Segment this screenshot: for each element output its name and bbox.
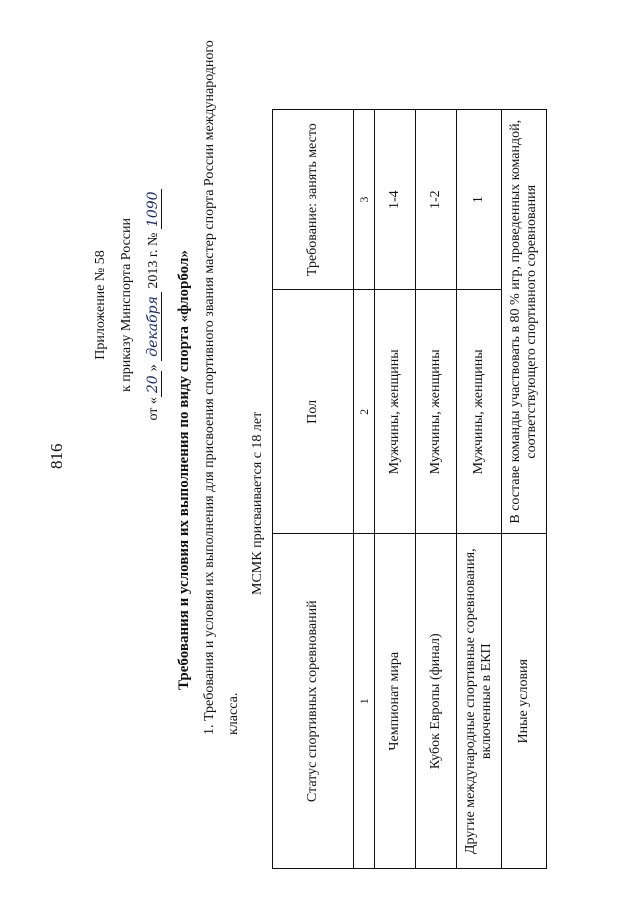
date-year: 2013 г. № [146,232,161,289]
row-gender: Мужчины, женщины [416,290,457,534]
row-status: Чемпионат мира [375,534,416,869]
header-gender: Пол [273,290,354,534]
document-title: Требования и условия их выполнения по виду спорта «флорбол» [176,250,192,690]
appendix-order-reference: к приказу Минспорта России [119,218,134,392]
date-prefix: от « [146,397,161,421]
row-gender: Мужчины, женщины [457,290,502,534]
table-row [375,110,416,869]
row-place: 1-4 [375,110,416,290]
msmk-age-note: МСМК присваивается с 18 лет [250,411,265,595]
row-place: 1-2 [416,110,457,290]
appendix-date-line [140,155,167,455]
row-gender: Мужчины, женщины [375,290,416,534]
intro-paragraph: 1. Требования и условия их выполнения для присвоения спортивного звания мастер спорта России международного класса. [202,40,241,735]
table-header-row [273,110,354,869]
index-2: 2 [354,290,375,534]
table-other-conditions-row [502,110,547,869]
appendix-number: Приложение № 58 [93,250,108,360]
other-conditions-text: В составе команды участвовать в 80 % игр, проведенных командой, соответствующего спортивного соревнования [502,110,547,534]
date-mid: » [146,364,161,372]
index-1: 1 [354,534,375,869]
order-number-handwritten: 1090 [145,191,161,228]
page-number: 816 [47,443,66,469]
table-row [416,110,457,869]
header-place: Требование: занять место [273,110,354,290]
table-index-row [354,110,375,869]
row-place: 1 [457,110,502,290]
index-3: 3 [354,110,375,290]
appendix-header [88,155,167,455]
date-day-handwritten: 20 [145,371,162,397]
other-conditions-label: Иные условия [502,534,547,869]
row-status: Другие международные спортивные соревнования, включенные в ЕКП [457,534,502,869]
date-month-handwritten: декабря [145,292,162,361]
row-status: Кубок Европы (финал) [416,534,457,869]
table-row [457,110,502,869]
requirements-table [272,109,547,869]
header-status: Статус спортивных соревнований [273,534,354,869]
